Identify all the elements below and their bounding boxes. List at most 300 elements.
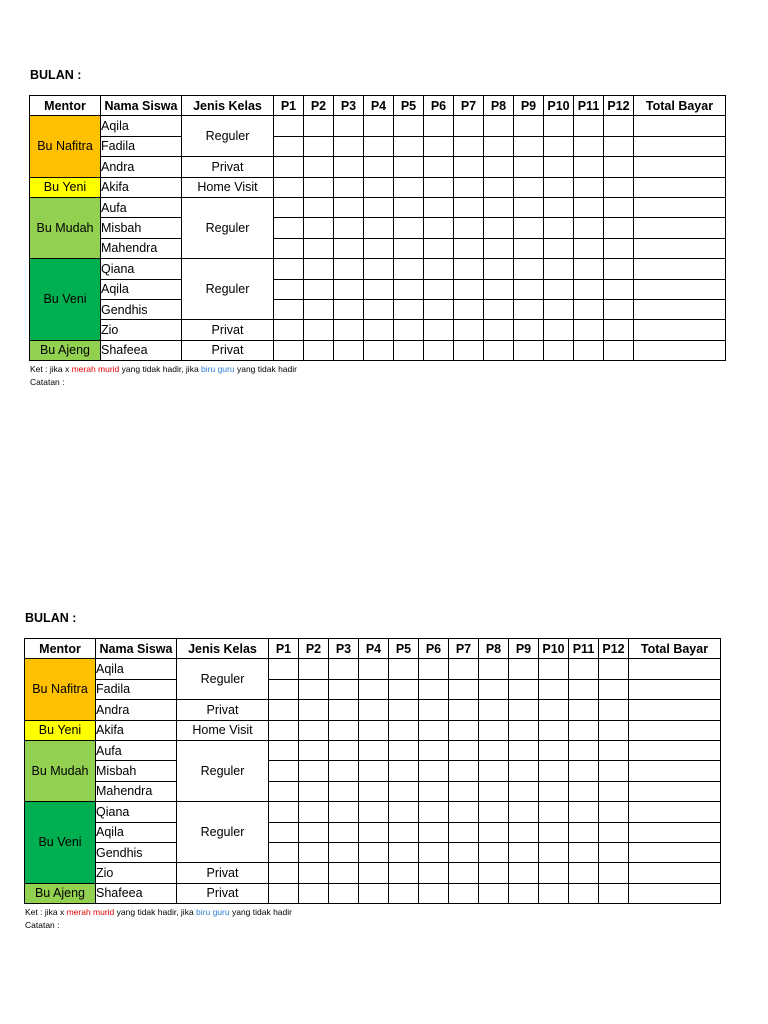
period-cell[interactable] xyxy=(569,802,599,822)
period-cell[interactable] xyxy=(454,157,484,177)
period-cell[interactable] xyxy=(304,218,334,238)
period-cell[interactable] xyxy=(484,116,514,136)
period-cell[interactable] xyxy=(359,720,389,740)
period-cell[interactable] xyxy=(574,177,604,197)
period-cell[interactable] xyxy=(269,802,299,822)
period-cell[interactable] xyxy=(484,279,514,299)
period-cell[interactable] xyxy=(569,883,599,903)
period-cell[interactable] xyxy=(394,238,424,258)
period-cell[interactable] xyxy=(299,659,329,679)
period-cell[interactable] xyxy=(389,720,419,740)
total-bayar-cell[interactable] xyxy=(629,740,721,760)
period-cell[interactable] xyxy=(394,136,424,156)
period-cell[interactable] xyxy=(329,781,359,801)
period-cell[interactable] xyxy=(304,238,334,258)
period-cell[interactable] xyxy=(394,197,424,217)
period-cell[interactable] xyxy=(364,197,394,217)
period-cell[interactable] xyxy=(544,238,574,258)
period-cell[interactable] xyxy=(539,802,569,822)
period-cell[interactable] xyxy=(424,238,454,258)
period-cell[interactable] xyxy=(544,299,574,319)
period-cell[interactable] xyxy=(389,863,419,883)
period-cell[interactable] xyxy=(479,659,509,679)
period-cell[interactable] xyxy=(454,299,484,319)
period-cell[interactable] xyxy=(274,238,304,258)
period-cell[interactable] xyxy=(334,299,364,319)
period-cell[interactable] xyxy=(364,116,394,136)
period-cell[interactable] xyxy=(364,157,394,177)
period-cell[interactable] xyxy=(449,761,479,781)
period-cell[interactable] xyxy=(454,279,484,299)
total-bayar-cell[interactable] xyxy=(629,822,721,842)
period-cell[interactable] xyxy=(604,197,634,217)
period-cell[interactable] xyxy=(329,720,359,740)
period-cell[interactable] xyxy=(419,863,449,883)
period-cell[interactable] xyxy=(514,259,544,279)
period-cell[interactable] xyxy=(449,781,479,801)
period-cell[interactable] xyxy=(299,822,329,842)
period-cell[interactable] xyxy=(334,259,364,279)
total-bayar-cell[interactable] xyxy=(634,157,726,177)
period-cell[interactable] xyxy=(364,177,394,197)
period-cell[interactable] xyxy=(544,136,574,156)
period-cell[interactable] xyxy=(364,340,394,360)
period-cell[interactable] xyxy=(514,299,544,319)
total-bayar-cell[interactable] xyxy=(634,320,726,340)
period-cell[interactable] xyxy=(604,136,634,156)
period-cell[interactable] xyxy=(359,781,389,801)
period-cell[interactable] xyxy=(299,781,329,801)
period-cell[interactable] xyxy=(389,740,419,760)
period-cell[interactable] xyxy=(359,842,389,862)
period-cell[interactable] xyxy=(479,700,509,720)
total-bayar-cell[interactable] xyxy=(634,136,726,156)
period-cell[interactable] xyxy=(484,320,514,340)
period-cell[interactable] xyxy=(419,781,449,801)
period-cell[interactable] xyxy=(424,116,454,136)
period-cell[interactable] xyxy=(449,679,479,699)
period-cell[interactable] xyxy=(484,136,514,156)
period-cell[interactable] xyxy=(574,299,604,319)
period-cell[interactable] xyxy=(269,781,299,801)
period-cell[interactable] xyxy=(449,659,479,679)
period-cell[interactable] xyxy=(479,802,509,822)
period-cell[interactable] xyxy=(329,761,359,781)
period-cell[interactable] xyxy=(509,700,539,720)
period-cell[interactable] xyxy=(424,299,454,319)
period-cell[interactable] xyxy=(299,720,329,740)
period-cell[interactable] xyxy=(359,740,389,760)
period-cell[interactable] xyxy=(394,116,424,136)
period-cell[interactable] xyxy=(274,116,304,136)
period-cell[interactable] xyxy=(539,883,569,903)
period-cell[interactable] xyxy=(274,259,304,279)
period-cell[interactable] xyxy=(359,883,389,903)
period-cell[interactable] xyxy=(574,238,604,258)
period-cell[interactable] xyxy=(304,279,334,299)
period-cell[interactable] xyxy=(359,659,389,679)
period-cell[interactable] xyxy=(599,700,629,720)
period-cell[interactable] xyxy=(599,659,629,679)
period-cell[interactable] xyxy=(419,659,449,679)
period-cell[interactable] xyxy=(604,340,634,360)
total-bayar-cell[interactable] xyxy=(629,863,721,883)
period-cell[interactable] xyxy=(364,136,394,156)
period-cell[interactable] xyxy=(269,842,299,862)
period-cell[interactable] xyxy=(569,700,599,720)
period-cell[interactable] xyxy=(509,863,539,883)
period-cell[interactable] xyxy=(479,781,509,801)
period-cell[interactable] xyxy=(334,197,364,217)
period-cell[interactable] xyxy=(569,659,599,679)
period-cell[interactable] xyxy=(389,700,419,720)
total-bayar-cell[interactable] xyxy=(629,720,721,740)
period-cell[interactable] xyxy=(364,238,394,258)
period-cell[interactable] xyxy=(299,863,329,883)
period-cell[interactable] xyxy=(569,842,599,862)
period-cell[interactable] xyxy=(274,197,304,217)
period-cell[interactable] xyxy=(449,720,479,740)
period-cell[interactable] xyxy=(539,781,569,801)
period-cell[interactable] xyxy=(539,863,569,883)
period-cell[interactable] xyxy=(329,883,359,903)
period-cell[interactable] xyxy=(299,700,329,720)
period-cell[interactable] xyxy=(269,720,299,740)
period-cell[interactable] xyxy=(514,320,544,340)
period-cell[interactable] xyxy=(269,659,299,679)
period-cell[interactable] xyxy=(599,802,629,822)
period-cell[interactable] xyxy=(599,863,629,883)
period-cell[interactable] xyxy=(359,700,389,720)
period-cell[interactable] xyxy=(394,340,424,360)
period-cell[interactable] xyxy=(539,842,569,862)
period-cell[interactable] xyxy=(359,761,389,781)
period-cell[interactable] xyxy=(574,136,604,156)
period-cell[interactable] xyxy=(539,740,569,760)
period-cell[interactable] xyxy=(334,136,364,156)
total-bayar-cell[interactable] xyxy=(629,679,721,699)
period-cell[interactable] xyxy=(329,822,359,842)
period-cell[interactable] xyxy=(454,320,484,340)
period-cell[interactable] xyxy=(419,679,449,699)
period-cell[interactable] xyxy=(394,177,424,197)
period-cell[interactable] xyxy=(274,177,304,197)
period-cell[interactable] xyxy=(419,883,449,903)
period-cell[interactable] xyxy=(329,740,359,760)
period-cell[interactable] xyxy=(544,259,574,279)
period-cell[interactable] xyxy=(334,320,364,340)
period-cell[interactable] xyxy=(329,802,359,822)
period-cell[interactable] xyxy=(394,218,424,238)
period-cell[interactable] xyxy=(539,761,569,781)
period-cell[interactable] xyxy=(424,340,454,360)
period-cell[interactable] xyxy=(389,761,419,781)
period-cell[interactable] xyxy=(329,700,359,720)
period-cell[interactable] xyxy=(539,720,569,740)
period-cell[interactable] xyxy=(514,279,544,299)
period-cell[interactable] xyxy=(514,157,544,177)
period-cell[interactable] xyxy=(334,238,364,258)
period-cell[interactable] xyxy=(484,340,514,360)
total-bayar-cell[interactable] xyxy=(629,781,721,801)
period-cell[interactable] xyxy=(424,197,454,217)
period-cell[interactable] xyxy=(539,679,569,699)
period-cell[interactable] xyxy=(599,842,629,862)
period-cell[interactable] xyxy=(449,822,479,842)
period-cell[interactable] xyxy=(304,340,334,360)
total-bayar-cell[interactable] xyxy=(634,116,726,136)
period-cell[interactable] xyxy=(424,320,454,340)
period-cell[interactable] xyxy=(574,320,604,340)
period-cell[interactable] xyxy=(269,679,299,699)
period-cell[interactable] xyxy=(424,136,454,156)
period-cell[interactable] xyxy=(599,883,629,903)
period-cell[interactable] xyxy=(599,822,629,842)
period-cell[interactable] xyxy=(454,116,484,136)
period-cell[interactable] xyxy=(419,842,449,862)
period-cell[interactable] xyxy=(394,299,424,319)
period-cell[interactable] xyxy=(299,761,329,781)
period-cell[interactable] xyxy=(544,340,574,360)
period-cell[interactable] xyxy=(509,659,539,679)
total-bayar-cell[interactable] xyxy=(634,197,726,217)
period-cell[interactable] xyxy=(299,802,329,822)
period-cell[interactable] xyxy=(304,320,334,340)
period-cell[interactable] xyxy=(479,842,509,862)
period-cell[interactable] xyxy=(389,842,419,862)
period-cell[interactable] xyxy=(604,157,634,177)
period-cell[interactable] xyxy=(449,883,479,903)
period-cell[interactable] xyxy=(389,883,419,903)
period-cell[interactable] xyxy=(604,177,634,197)
period-cell[interactable] xyxy=(509,781,539,801)
period-cell[interactable] xyxy=(274,299,304,319)
period-cell[interactable] xyxy=(569,822,599,842)
total-bayar-cell[interactable] xyxy=(629,883,721,903)
period-cell[interactable] xyxy=(304,197,334,217)
period-cell[interactable] xyxy=(304,116,334,136)
period-cell[interactable] xyxy=(599,740,629,760)
period-cell[interactable] xyxy=(539,700,569,720)
period-cell[interactable] xyxy=(274,157,304,177)
period-cell[interactable] xyxy=(454,340,484,360)
period-cell[interactable] xyxy=(604,238,634,258)
period-cell[interactable] xyxy=(539,659,569,679)
period-cell[interactable] xyxy=(479,720,509,740)
period-cell[interactable] xyxy=(569,679,599,699)
total-bayar-cell[interactable] xyxy=(634,259,726,279)
period-cell[interactable] xyxy=(334,279,364,299)
period-cell[interactable] xyxy=(484,259,514,279)
period-cell[interactable] xyxy=(544,197,574,217)
period-cell[interactable] xyxy=(389,781,419,801)
period-cell[interactable] xyxy=(604,279,634,299)
total-bayar-cell[interactable] xyxy=(629,761,721,781)
period-cell[interactable] xyxy=(394,279,424,299)
period-cell[interactable] xyxy=(454,197,484,217)
total-bayar-cell[interactable] xyxy=(634,299,726,319)
period-cell[interactable] xyxy=(389,679,419,699)
period-cell[interactable] xyxy=(514,218,544,238)
period-cell[interactable] xyxy=(514,177,544,197)
period-cell[interactable] xyxy=(484,197,514,217)
period-cell[interactable] xyxy=(329,842,359,862)
period-cell[interactable] xyxy=(544,279,574,299)
total-bayar-cell[interactable] xyxy=(629,659,721,679)
period-cell[interactable] xyxy=(424,157,454,177)
period-cell[interactable] xyxy=(359,822,389,842)
period-cell[interactable] xyxy=(269,883,299,903)
period-cell[interactable] xyxy=(274,320,304,340)
period-cell[interactable] xyxy=(334,116,364,136)
period-cell[interactable] xyxy=(569,781,599,801)
period-cell[interactable] xyxy=(574,197,604,217)
period-cell[interactable] xyxy=(599,679,629,699)
period-cell[interactable] xyxy=(509,740,539,760)
period-cell[interactable] xyxy=(569,740,599,760)
period-cell[interactable] xyxy=(574,279,604,299)
total-bayar-cell[interactable] xyxy=(634,177,726,197)
period-cell[interactable] xyxy=(304,177,334,197)
period-cell[interactable] xyxy=(449,802,479,822)
period-cell[interactable] xyxy=(424,279,454,299)
period-cell[interactable] xyxy=(569,863,599,883)
period-cell[interactable] xyxy=(304,157,334,177)
period-cell[interactable] xyxy=(509,802,539,822)
period-cell[interactable] xyxy=(449,740,479,760)
period-cell[interactable] xyxy=(419,740,449,760)
period-cell[interactable] xyxy=(509,842,539,862)
period-cell[interactable] xyxy=(304,259,334,279)
period-cell[interactable] xyxy=(394,320,424,340)
period-cell[interactable] xyxy=(574,157,604,177)
period-cell[interactable] xyxy=(574,259,604,279)
period-cell[interactable] xyxy=(364,320,394,340)
period-cell[interactable] xyxy=(604,320,634,340)
period-cell[interactable] xyxy=(599,761,629,781)
period-cell[interactable] xyxy=(604,218,634,238)
period-cell[interactable] xyxy=(389,802,419,822)
period-cell[interactable] xyxy=(334,157,364,177)
period-cell[interactable] xyxy=(599,720,629,740)
period-cell[interactable] xyxy=(364,279,394,299)
period-cell[interactable] xyxy=(599,781,629,801)
period-cell[interactable] xyxy=(454,238,484,258)
period-cell[interactable] xyxy=(454,177,484,197)
period-cell[interactable] xyxy=(364,218,394,238)
period-cell[interactable] xyxy=(269,700,299,720)
period-cell[interactable] xyxy=(449,700,479,720)
period-cell[interactable] xyxy=(574,218,604,238)
period-cell[interactable] xyxy=(304,299,334,319)
period-cell[interactable] xyxy=(299,740,329,760)
period-cell[interactable] xyxy=(329,863,359,883)
period-cell[interactable] xyxy=(359,802,389,822)
period-cell[interactable] xyxy=(329,679,359,699)
period-cell[interactable] xyxy=(424,218,454,238)
period-cell[interactable] xyxy=(539,822,569,842)
period-cell[interactable] xyxy=(329,659,359,679)
period-cell[interactable] xyxy=(389,659,419,679)
period-cell[interactable] xyxy=(334,218,364,238)
total-bayar-cell[interactable] xyxy=(629,842,721,862)
period-cell[interactable] xyxy=(449,842,479,862)
period-cell[interactable] xyxy=(604,259,634,279)
period-cell[interactable] xyxy=(274,279,304,299)
period-cell[interactable] xyxy=(509,883,539,903)
total-bayar-cell[interactable] xyxy=(634,340,726,360)
period-cell[interactable] xyxy=(574,340,604,360)
period-cell[interactable] xyxy=(304,136,334,156)
period-cell[interactable] xyxy=(274,340,304,360)
period-cell[interactable] xyxy=(544,116,574,136)
total-bayar-cell[interactable] xyxy=(629,700,721,720)
period-cell[interactable] xyxy=(419,761,449,781)
period-cell[interactable] xyxy=(484,157,514,177)
period-cell[interactable] xyxy=(454,218,484,238)
period-cell[interactable] xyxy=(544,320,574,340)
period-cell[interactable] xyxy=(544,157,574,177)
period-cell[interactable] xyxy=(274,218,304,238)
period-cell[interactable] xyxy=(484,177,514,197)
period-cell[interactable] xyxy=(394,259,424,279)
period-cell[interactable] xyxy=(509,720,539,740)
period-cell[interactable] xyxy=(389,822,419,842)
period-cell[interactable] xyxy=(479,740,509,760)
period-cell[interactable] xyxy=(544,177,574,197)
period-cell[interactable] xyxy=(479,679,509,699)
period-cell[interactable] xyxy=(604,116,634,136)
period-cell[interactable] xyxy=(574,116,604,136)
period-cell[interactable] xyxy=(509,679,539,699)
period-cell[interactable] xyxy=(479,863,509,883)
period-cell[interactable] xyxy=(274,136,304,156)
period-cell[interactable] xyxy=(334,177,364,197)
period-cell[interactable] xyxy=(419,822,449,842)
period-cell[interactable] xyxy=(484,218,514,238)
period-cell[interactable] xyxy=(449,863,479,883)
period-cell[interactable] xyxy=(299,883,329,903)
period-cell[interactable] xyxy=(424,259,454,279)
period-cell[interactable] xyxy=(514,197,544,217)
period-cell[interactable] xyxy=(484,299,514,319)
period-cell[interactable] xyxy=(269,863,299,883)
period-cell[interactable] xyxy=(269,822,299,842)
period-cell[interactable] xyxy=(364,299,394,319)
period-cell[interactable] xyxy=(424,177,454,197)
period-cell[interactable] xyxy=(454,259,484,279)
total-bayar-cell[interactable] xyxy=(634,218,726,238)
period-cell[interactable] xyxy=(604,299,634,319)
total-bayar-cell[interactable] xyxy=(634,238,726,258)
period-cell[interactable] xyxy=(364,259,394,279)
period-cell[interactable] xyxy=(514,340,544,360)
period-cell[interactable] xyxy=(569,761,599,781)
period-cell[interactable] xyxy=(419,802,449,822)
period-cell[interactable] xyxy=(569,720,599,740)
period-cell[interactable] xyxy=(544,218,574,238)
period-cell[interactable] xyxy=(419,720,449,740)
period-cell[interactable] xyxy=(419,700,449,720)
period-cell[interactable] xyxy=(479,883,509,903)
period-cell[interactable] xyxy=(484,238,514,258)
period-cell[interactable] xyxy=(514,116,544,136)
period-cell[interactable] xyxy=(269,740,299,760)
period-cell[interactable] xyxy=(454,136,484,156)
period-cell[interactable] xyxy=(299,679,329,699)
period-cell[interactable] xyxy=(479,761,509,781)
period-cell[interactable] xyxy=(299,842,329,862)
